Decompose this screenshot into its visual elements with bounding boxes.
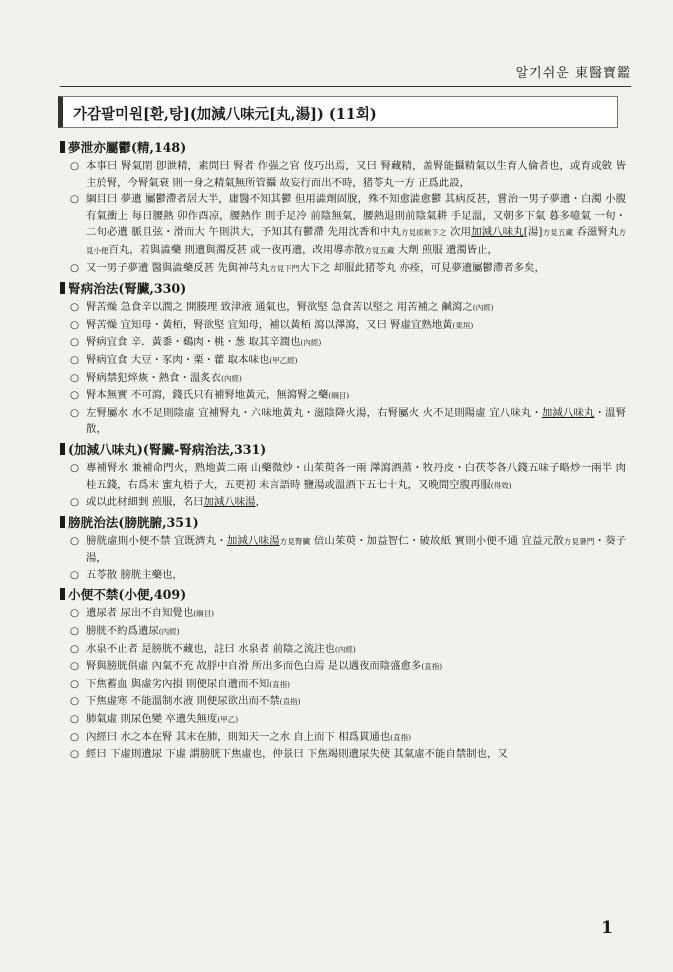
- paragraph-item: [60, 191, 626, 259]
- section: [60, 513, 626, 584]
- paragraph-item: [60, 729, 626, 747]
- bullet-icon: ○: [70, 261, 80, 274]
- section-heading-text: 小便不禁(小便,409): [68, 587, 187, 603]
- section-heading: [60, 585, 626, 604]
- source-note: 方見暑門: [563, 536, 595, 546]
- section-heading: [60, 279, 626, 298]
- section: [60, 585, 626, 762]
- bullet-icon: ○: [70, 160, 80, 172]
- text-run: 或以此材細剉 煎服，名曰: [86, 496, 204, 509]
- bullet-icon: ○: [70, 730, 80, 743]
- text-run: [湯]: [523, 226, 543, 239]
- source-note: (內經): [158, 627, 180, 637]
- source-note: (內經): [221, 373, 242, 383]
- source-note: (甲乙): [217, 715, 239, 725]
- heading-marker: [60, 282, 65, 294]
- paragraph-item: [60, 605, 626, 623]
- bullet-icon: ○: [70, 336, 80, 349]
- text-run: 又一男子夢遺 醫與澁藥反甚 先與神芎丸: [86, 261, 270, 274]
- source-note: 方見痰飮下之: [401, 228, 447, 238]
- section-heading: [60, 440, 626, 459]
- source-note: (直指): [279, 697, 301, 707]
- text-run: 腎病禁犯焠烣・熱食・溫炙衣: [86, 371, 222, 384]
- text-run: 經曰 下虛則遺尿 下虛 謂膀胱下焦虛也，仲景曰 下焦竭則遺尿失使 其氣虛不能自禁制也，又: [86, 748, 508, 761]
- bullet-icon: ○: [70, 625, 80, 638]
- bullet-icon: ○: [70, 461, 80, 474]
- text-run: 水泉不止者 是膀胱不藏也，註曰 水泉者 前陰之流注也: [86, 642, 335, 655]
- text-run: 百丸，若與澁藥 則遺與濁反甚 或一夜再遺，改用導赤散: [108, 243, 365, 256]
- text-run: 倍山茱萸・加益智仁・破故紙 實則小便不通 宜益元散: [310, 534, 564, 547]
- paragraph-item: [60, 260, 626, 278]
- bullet-icon: ○: [70, 660, 80, 673]
- paragraph-item: [60, 370, 626, 388]
- bullet-icon: ○: [70, 496, 80, 509]
- underlined-term: 加減八味湯: [203, 496, 256, 509]
- text-run: 腎與膀胱俱虛 內氣不充 故脬中自滑 所出多而色白焉 是以遇夜而陰盛愈多: [86, 660, 422, 673]
- source-note: 方見下門: [269, 263, 300, 273]
- text-run: 本事曰 腎氣閉 卽泄精，素問曰 腎者 作强之官 伎巧出焉，又曰 腎藏精，盖腎能攝精氣以生育人倫者也，或育或斂 皆主於腎，今腎氣衰 則一身之精氣無所管攝 故妄行而出不時，猪苓丸一方 正爲此設，: [86, 160, 626, 189]
- running-title: 알기쉬운 東醫寶鑑: [515, 66, 631, 81]
- text-run: 內經曰 水之本在腎 其末在肺，則知天一之水 自上而下 相爲貫通也: [86, 730, 391, 743]
- page-title: 가감팔미원[환,탕](加減八味元[丸,湯]) (11회): [73, 106, 377, 123]
- text-run: 下焦虛寒 不能溫制水液 則便尿欲出而不禁: [86, 695, 280, 708]
- content: [60, 136, 626, 763]
- source-note: (內經): [300, 338, 322, 348]
- paragraph-item: [60, 299, 626, 317]
- page-number: 1: [601, 918, 613, 938]
- section: [60, 279, 626, 438]
- text-run: 專補腎水 兼補命門火，熟地黃二兩 山藥微炒・山茱萸各一兩 澤瀉酒蒸・牧丹皮・白茯苓各八錢五味子略炒一兩半 肉桂五錢，右爲末 蜜丸梧子大，五更初 未言語時 鹽湯或溫酒下五七十丸，又晩間空腹再服: [86, 461, 626, 491]
- source-note: (直指): [390, 732, 412, 742]
- text-run: 遺尿者 尿出不自知覺也: [86, 607, 194, 620]
- paragraph-item: [60, 387, 626, 405]
- section-heading: [60, 138, 626, 157]
- text-run: 腎病宜食 大豆・豕肉・栗・藿 取本味也: [86, 353, 270, 366]
- text-run: 肺氣虛 則尿色變 卒遺失無度: [86, 713, 218, 726]
- bullet-icon: ○: [70, 713, 80, 726]
- bullet-icon: ○: [70, 534, 80, 547]
- paragraph-item: [60, 460, 626, 494]
- text-run: 大下之 却服此猪苓丸 亦痊，可見夢遺屬鬱滯者多矣，: [299, 261, 545, 274]
- paragraph-item: [60, 623, 626, 641]
- section-heading-text: (加減八味丸)(腎臟-腎病治法,331): [68, 441, 267, 457]
- text-run: ・溫腎散，: [86, 406, 626, 436]
- source-note: (直指): [269, 679, 291, 689]
- section-heading: [60, 513, 626, 532]
- source-note: (綱目): [328, 391, 350, 401]
- text-run: 腎病宜食 辛．黃黍・鷄肉・桃・葱 取其辛潤也: [86, 336, 301, 349]
- title-box: [58, 96, 618, 128]
- source-note: 方見五藏: [364, 245, 395, 255]
- source-note: (內經): [472, 303, 494, 313]
- text-run: 次用: [446, 226, 472, 239]
- paragraph-item: [60, 334, 626, 352]
- text-run: 大劑 煎服 遺濁皆止，: [394, 243, 498, 256]
- heading-marker: [60, 141, 65, 153]
- bullet-icon: ○: [70, 318, 80, 331]
- paragraph-item: [60, 658, 626, 676]
- paragraph-item: [60, 405, 626, 438]
- text-run: 五苓散 膀胱主藥也，: [86, 568, 183, 581]
- bullet-icon: ○: [70, 642, 80, 655]
- bullet-icon: ○: [70, 353, 80, 366]
- paragraph-item: [60, 494, 626, 511]
- text-run: 綱目曰 夢遺 屬鬱滯者居大半，庸醫不知其鬱 但用澁劑固脫，殊不知愈澁愈鬱 其病反甚，嘗治一男子夢遺・白濁 小腹有氣衝上 每日腰熱 卯作酉凉，腰熱作 則手足冷 前陰無氣，腰熱退則前陰氣耕 手足溫，又朝多下氣 暮多噫氣 一旬・二旬必遺 脈且弦・滑而大 午則洪大，予知其有鬱滯 先用沈香和中丸: [86, 193, 626, 239]
- paragraph-item: [60, 746, 626, 763]
- section-heading-text: 夢泄亦屬鬱(精,148): [68, 140, 187, 155]
- bullet-icon: ○: [70, 568, 80, 581]
- text-run: 膀胱不約爲遺尿: [86, 625, 159, 638]
- section-heading-text: 膀胱治法(膀胱腑,351): [68, 514, 199, 530]
- paragraph-item: [60, 676, 626, 694]
- text-run: ・葵子湯，: [86, 534, 627, 565]
- heading-marker: [60, 443, 65, 455]
- bullet-icon: ○: [70, 695, 80, 708]
- paragraph-item: [60, 711, 626, 729]
- running-head: [60, 56, 631, 87]
- source-note: (直指): [421, 662, 443, 672]
- text-run: 下焦蓄血 與虛劣內損 則便尿自遺而不知: [86, 677, 270, 690]
- section: [60, 138, 626, 277]
- bullet-icon: ○: [70, 371, 80, 384]
- text-run: 左腎屬水 水不足則陰虛 宜補腎丸・六味地黃丸・滋陰降火湯，右腎屬火 火不足則陽虛 宜八味丸・: [86, 406, 542, 419]
- text-run: 腎本無實 不可瀉，錢氏只有補腎地黃元，無瀉腎之藥: [86, 389, 329, 402]
- source-note: 方見小便: [86, 228, 627, 255]
- paragraph-item: [60, 352, 626, 370]
- paragraph-item: [60, 641, 626, 659]
- text-run: 膀胱虛則小便不禁 宜既濟丸・: [86, 534, 227, 547]
- underlined-term: 加減八味丸: [541, 406, 595, 419]
- source-note: (綱目): [193, 609, 215, 619]
- source-note: (甲乙經): [269, 355, 298, 365]
- text-run: 腎苦燥 急食辛以潤之 開腠理 致津液 通氣也，腎欲堅 急食苦以堅之 用苦補之 鹹瀉之: [86, 301, 473, 314]
- section-heading-text: 腎病治法(腎臟,330): [68, 281, 187, 297]
- bullet-icon: ○: [70, 301, 80, 314]
- text-run: 呑滋腎丸: [573, 226, 619, 239]
- source-note: 方見五藏: [542, 228, 574, 238]
- section: [60, 440, 626, 511]
- source-note: (得效): [490, 480, 512, 490]
- bullet-icon: ○: [70, 677, 80, 690]
- paragraph-item: [60, 533, 626, 567]
- bullet-icon: ○: [70, 607, 80, 620]
- paragraph-item: [60, 693, 626, 711]
- source-note: 方見腎臟: [279, 536, 311, 546]
- text-run: 腎苦燥 宜知母・黃栢，腎欲堅 宜知母，補以黃栢 瀉以澤瀉，又曰 腎虛宜熟地黃: [86, 318, 453, 331]
- paragraph-item: [60, 317, 626, 335]
- heading-marker: [60, 516, 65, 528]
- bullet-icon: ○: [70, 389, 80, 402]
- source-note: (東垣): [452, 320, 474, 330]
- source-note: (內經): [334, 644, 356, 654]
- paragraph-item: [60, 567, 626, 584]
- bullet-icon: ○: [70, 193, 80, 206]
- bullet-icon: ○: [70, 748, 80, 761]
- underlined-term: 加減八味丸: [471, 226, 524, 239]
- text-run: ，: [255, 496, 266, 509]
- paragraph-item: [60, 158, 626, 191]
- underlined-term: 加減八味湯: [226, 534, 280, 547]
- bullet-icon: ○: [70, 406, 80, 419]
- heading-marker: [60, 588, 65, 600]
